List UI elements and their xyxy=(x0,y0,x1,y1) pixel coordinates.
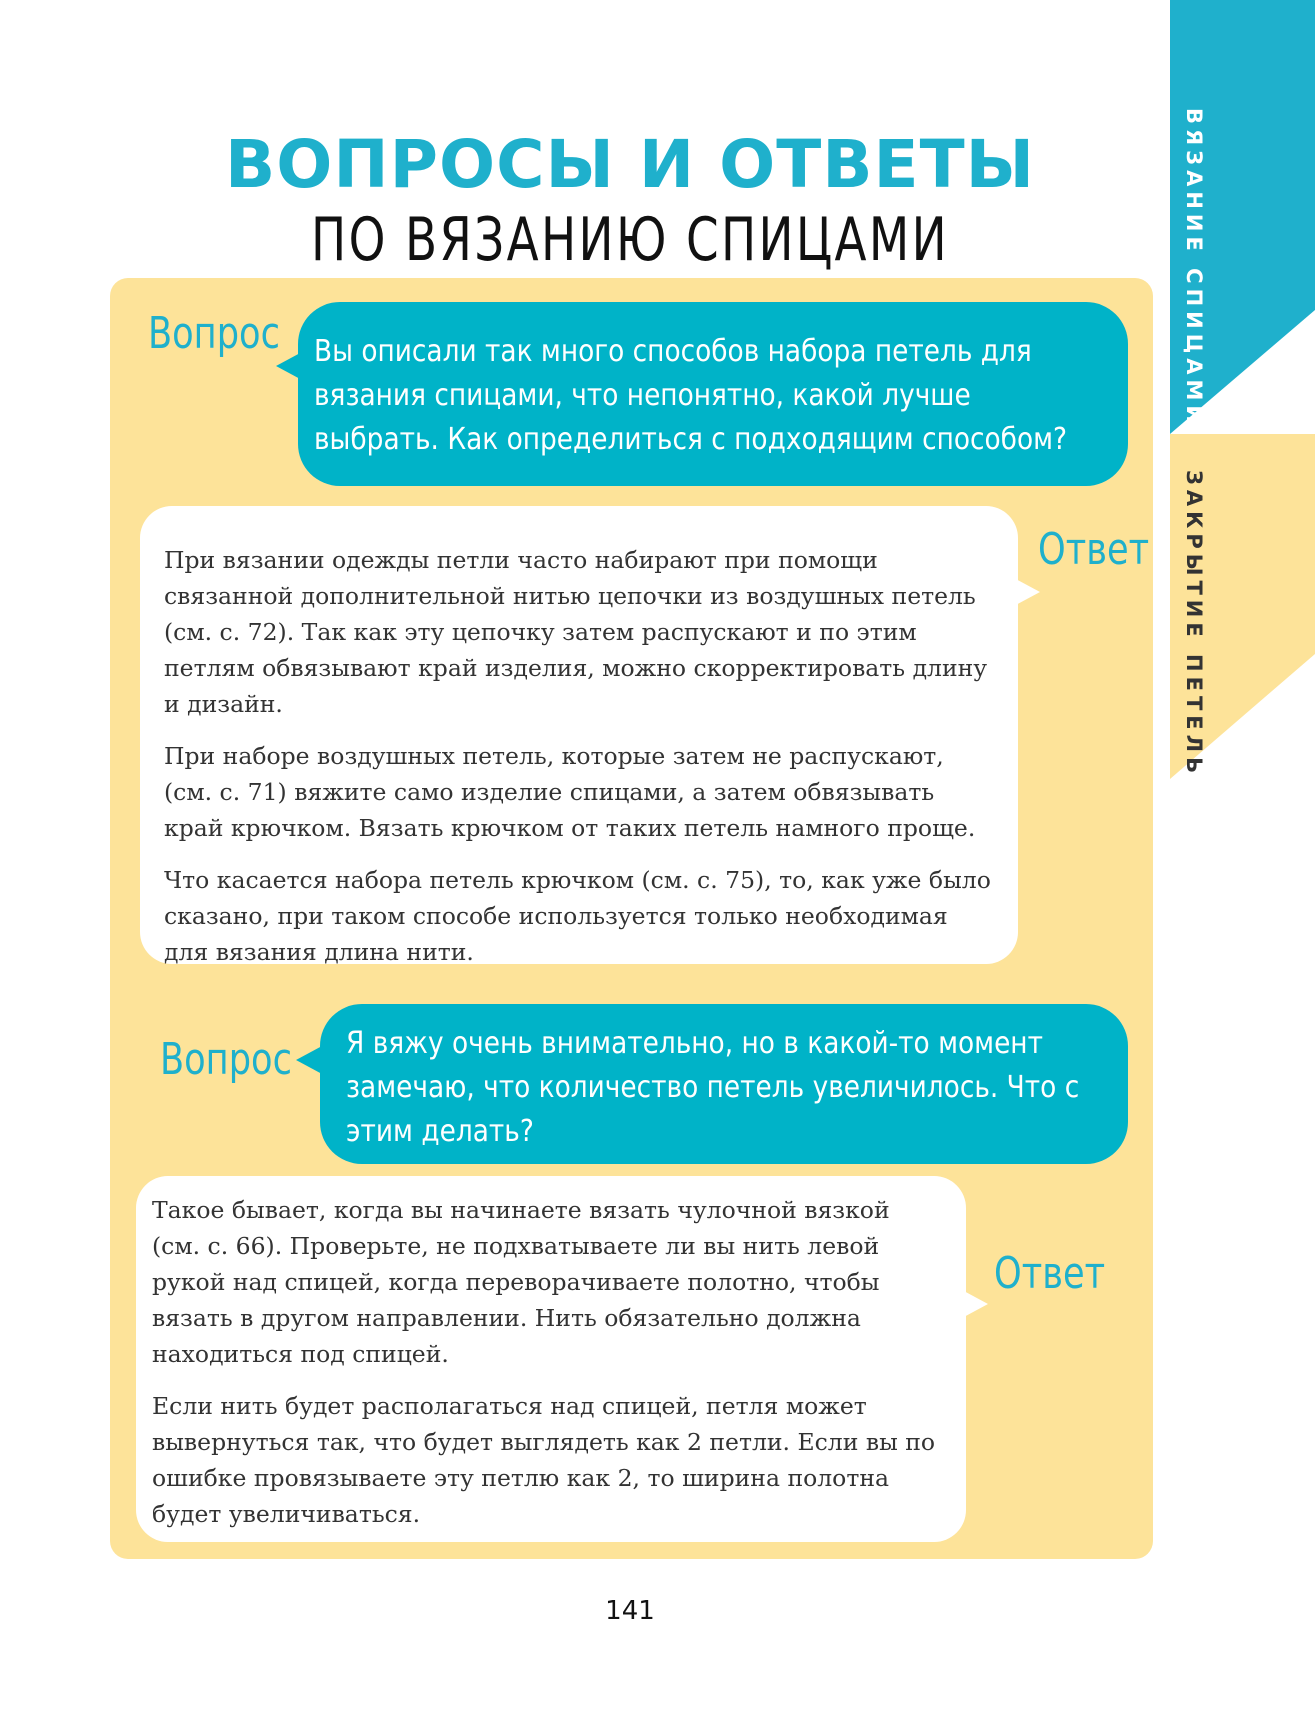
page-title: ВОПРОСЫ И ОТВЕТЫ xyxy=(224,126,1036,203)
answer-paragraph: При наборе воздушных петель, которые затем не распускают, (см. с. 71) вяжите само изделие спицами, а затем обвязывать край крючком. Вязать крючком от таких петель намного проще. xyxy=(164,742,976,842)
side-tab-binding-off-label: ЗАКРЫТИЕ ПЕТЕЛЬ xyxy=(1182,470,1206,779)
answer-label-2: Ответ xyxy=(994,1248,1106,1299)
question-bubble-2 xyxy=(320,1004,1128,1164)
answer-label-1: Ответ xyxy=(1038,524,1150,575)
question-label-2: Вопрос xyxy=(160,1034,292,1085)
question-bubble-tail-2 xyxy=(296,1046,322,1074)
question-bubble-1 xyxy=(298,302,1128,486)
answer-bubble-2 xyxy=(136,1176,966,1542)
page-subtitle: ПО ВЯЗАНИЮ СПИЦАМИ xyxy=(311,205,949,275)
answer-paragraph: Если нить будет располагаться над спицей, петля может вывернуться так, что будет выглядеть как 2 петли. Если вы по ошибке провязываете эту петлю как 2, то ширина полотна будет увеличиваться. xyxy=(152,1392,936,1528)
question-text-1: Вы описали так много способов набора петель для вязания спицами, что непонятно, какой лучше выбрать. Как определиться с подходящим способом? xyxy=(314,334,1068,457)
side-tab-knitting-label: ВЯЗАНИЕ СПИЦАМИ xyxy=(1182,108,1206,428)
answer-bubble-1 xyxy=(140,506,1018,964)
answer-paragraph: При вязании одежды петли часто набирают при помощи связанной дополнительной нитью цепочки из воздушных петель (см. с. 72). Так как эту цепочку затем распускают и по этим петлям обвязывают край изделия, можно скорректировать длину и дизайн. xyxy=(164,546,988,718)
answer-paragraph: Что касается набора петель крючком (см. с. 75), то, как уже было сказано, при таком способе используется только необходимая для вязания длина нити. xyxy=(164,866,991,966)
question-text-2: Я вяжу очень внимательно, но в какой-то момент замечаю, что количество петель увеличилось. Что с этим делать? xyxy=(346,1026,1080,1149)
question-label-1: Вопрос xyxy=(148,308,280,359)
page-number: 141 xyxy=(605,1596,655,1626)
answer-paragraph: Такое бывает, когда вы начинаете вязать чулочной вязкой (см. с. 66). Проверьте, не подхватываете ли вы нить левой рукой над спицей, когда переворачиваете полотно, чтобы вязать в другом направлении. Нить обязательно должна находиться под спицей. xyxy=(152,1196,890,1368)
